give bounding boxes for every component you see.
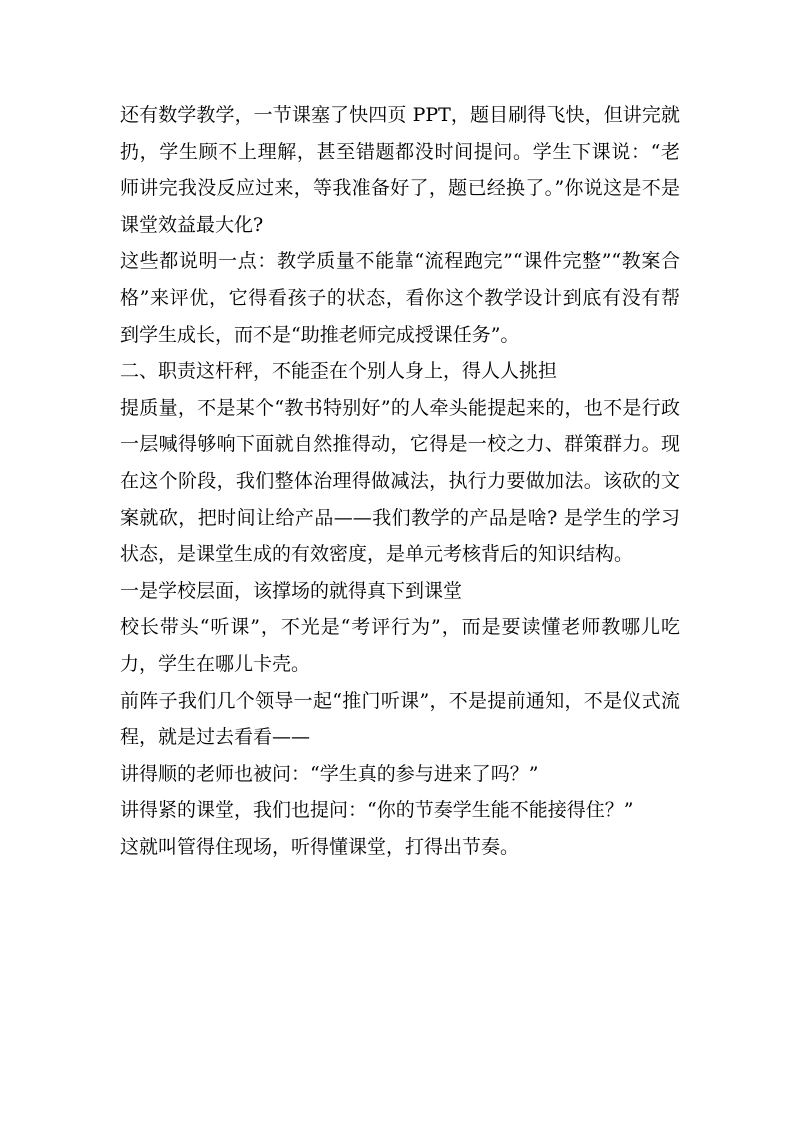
paragraph-quality-improvement: 提质量，不是某个“教书特别好”的人牵头能提起来的，也不是行政一层喊得够响下面就自然推得动，它得是一校之力、群策群力。现在这个阶段，我们整体治理得做减法，执行力要做加法。该砍的文案就砍，把时间让给产品——我们教学的产品是啥? 是学生的学习状态，是课堂生成的有效密度，是单元考核背后的知识结构。 bbox=[120, 396, 680, 566]
subheading-school-level: 一是学校层面，该撑场的就得真下到课堂 bbox=[120, 579, 463, 602]
section-heading-two: 二、职责这杆秤，不能歪在个别人身上，得人人挑担 bbox=[120, 360, 558, 383]
paragraph-principal-observation: 校长带头“听课”，不光是“考评行为”，而是要读懂老师教哪儿吃力，学生在哪儿卡壳。 bbox=[120, 616, 680, 675]
paragraph-question-participation: 讲得顺的老师也被问：“学生真的参与进来了吗？” bbox=[120, 762, 539, 785]
paragraph-unannounced-visit: 前阵子我们几个领导一起“推门听课”，不是提前通知，不是仪式流程，就是过去看看—— bbox=[120, 689, 680, 749]
paragraph-summary: 这就叫管得住现场，听得懂课堂，打得出节奏。 bbox=[120, 835, 520, 858]
paragraph-question-pacing: 讲得紧的课堂，我们也提问：“你的节奏学生能不能接得住？” bbox=[120, 799, 634, 822]
document-body bbox=[120, 97, 680, 865]
paragraph-math-teaching: 还有数学教学，一节课塞了快四页 PPT，题目刷得飞快，但讲完就扔，学生顾不上理解，甚至错题都没时间提问。学生下课说：“老师讲完我没反应过来，等我准备好了，题已经换了。”你说这是不是课堂效益最大化? bbox=[120, 104, 680, 236]
paragraph-teaching-quality: 这些都说明一点：教学质量不能靠“流程跑完”“课件完整”“教案合格”来评优，它得看孩子的状态，看你这个教学设计到底有没有帮到学生成长，而不是“助推老师完成授课任务”。 bbox=[120, 250, 680, 346]
